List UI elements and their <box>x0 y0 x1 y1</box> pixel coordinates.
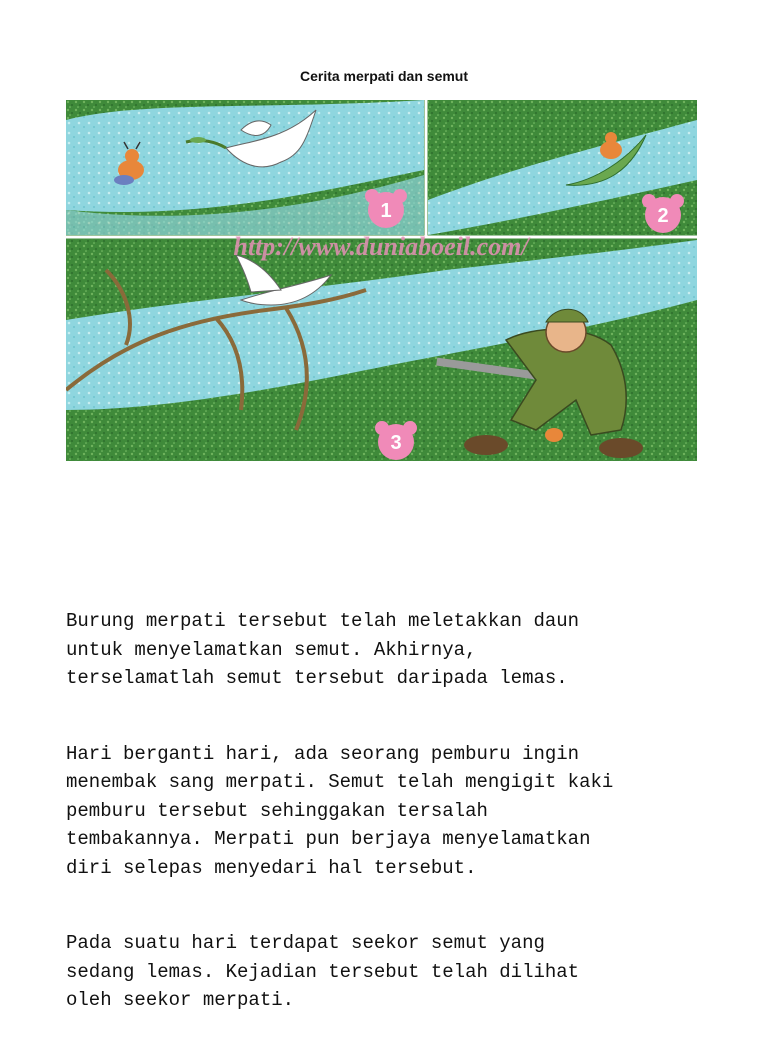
panel-number: 3 <box>390 432 402 454</box>
panel-1 <box>66 100 424 235</box>
panel-2 <box>428 100 697 235</box>
story-illustration <box>66 100 697 461</box>
paragraph: Pada suatu hari terdapat seekor semut yang sedang lemas. Kejadian tersebut telah dilihat oleh seekor merpati. <box>66 932 580 1011</box>
paragraph: Hari berganti hari, ada seorang pemburu ingin menembak sang merpati. Semut telah mengigit kaki pemburu tersebut sehinggakan tersalah tembakannya. Merpati pun berjaya menyelamatkan diri selepas menyedari hal tersebut. <box>66 742 614 879</box>
panel-number: 2 <box>657 205 669 227</box>
panel-3 <box>66 239 697 461</box>
story-text <box>66 607 726 1062</box>
paragraph: Burung merpati tersebut telah meletakkan daun untuk menyelamatkan semut. Akhirnya, terselamatlah semut tersebut daripada lemas. <box>66 610 580 689</box>
watermark-text: http://www.duniaboeil.com/ <box>233 232 529 261</box>
panel-number: 1 <box>380 200 392 222</box>
page-title: Cerita merpati dan semut <box>299 68 469 84</box>
